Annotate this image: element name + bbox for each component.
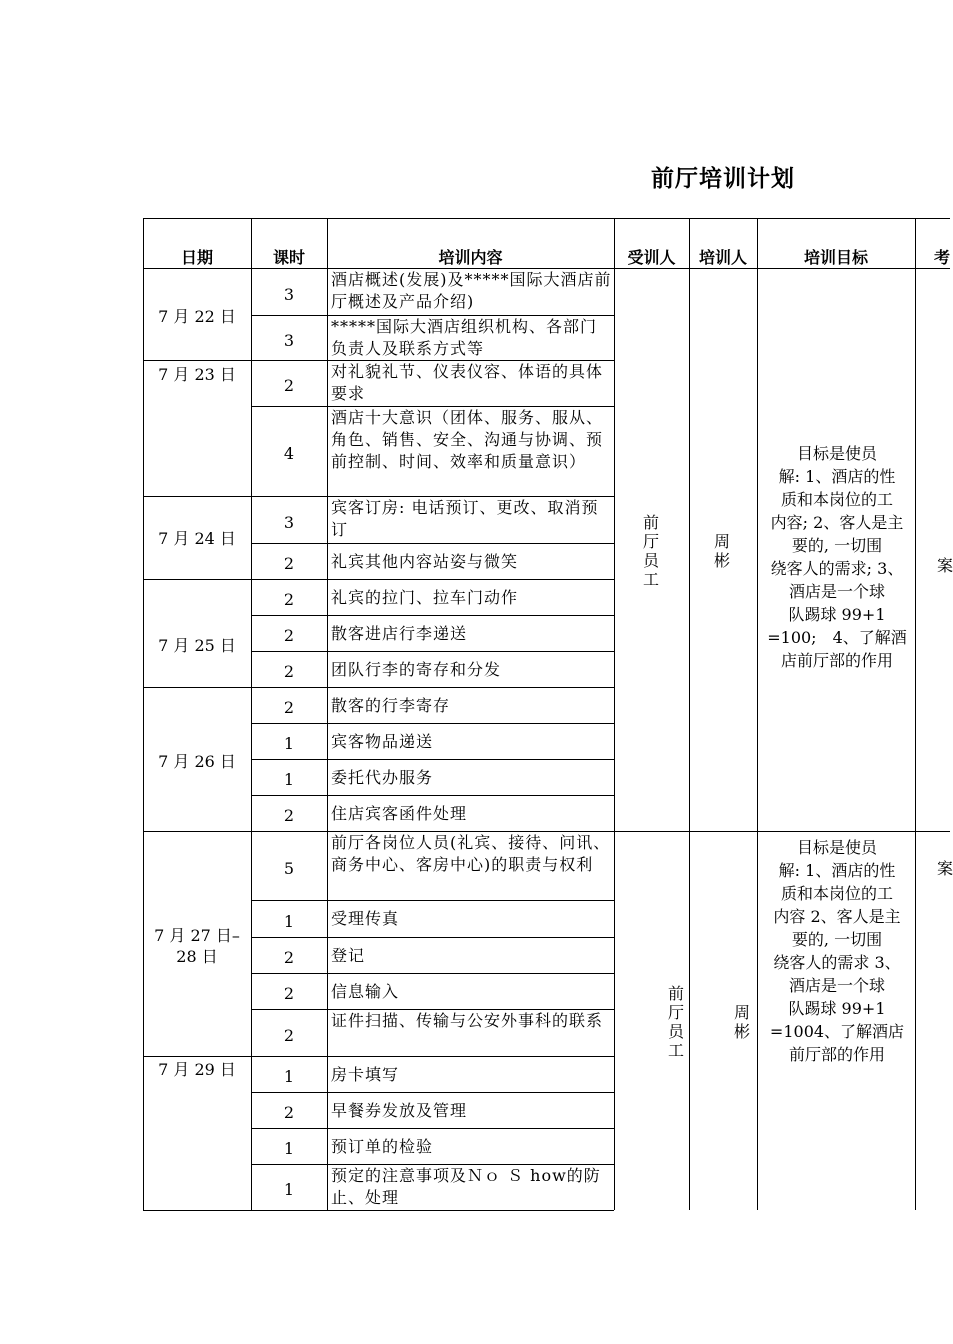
content-cell: 宾客物品递送 <box>331 732 434 751</box>
hours-cell: 1 <box>283 1180 295 1199</box>
hours-cell: 2 <box>283 1026 295 1045</box>
header-content: 培训内容 <box>438 248 503 267</box>
content-cell: 散客的行李寄存 <box>331 696 451 715</box>
content-cell: 证件扫描、传输与公安外事科的联系 <box>331 1011 604 1030</box>
goal-cell: 目标是使员 解: 1、酒店的性 质和本岗位的工 内容 2、客人是主 要的, 一切围 绕客人的需求 3、 酒店是一个球 队踢球 99+1 =1004、了解酒店 前厅部的作用 <box>769 838 905 1064</box>
hours-cell: 4 <box>283 444 295 463</box>
hours-cell: 1 <box>283 770 295 789</box>
goal-cell: 目标是使员 解: 1、酒店的性 质和本岗位的工 内容; 2、客人是主 要的, 一切围 绕客人的需求; 3、 酒店是一个球 队踢球 99+1 =100; 4、了解酒 店前厅部的作用 <box>767 444 907 670</box>
content-cell: 受理传真 <box>331 909 400 928</box>
grid-line <box>143 1210 614 1211</box>
content-cell: 登记 <box>331 946 366 965</box>
date-cell: 7 月 24 日 <box>158 529 236 548</box>
grid-line <box>251 1128 614 1129</box>
page-title: 前厅培训计划 <box>651 166 795 192</box>
hours-cell: 2 <box>283 948 295 967</box>
assess-cell: 案 <box>937 859 953 878</box>
hours-cell: 2 <box>283 376 295 395</box>
grid-line <box>251 900 614 901</box>
content-cell: 礼宾的拉门、拉车门动作 <box>331 588 519 607</box>
header-hours: 课时 <box>272 248 305 267</box>
hours-cell: 1 <box>283 734 295 753</box>
hours-cell: 2 <box>283 1103 295 1122</box>
content-cell: 团队行李的寄存和分发 <box>331 660 502 679</box>
header-date: 日期 <box>180 248 213 267</box>
content-cell: 礼宾其他内容站姿与微笑 <box>331 552 519 571</box>
hours-cell: 2 <box>283 554 295 573</box>
content-cell: *****国际大酒店组织机构、各部门负责人及联系方式等 <box>331 317 598 358</box>
hours-cell: 1 <box>283 912 295 931</box>
hours-cell: 2 <box>283 590 295 609</box>
trainee-cell: 前 厅 员 工 <box>642 513 659 589</box>
hours-cell: 2 <box>283 806 295 825</box>
grid-line <box>251 973 614 974</box>
grid-line <box>143 687 251 688</box>
grid-line <box>143 496 251 497</box>
content-cell: 预订单的检验 <box>331 1137 434 1156</box>
header-trainer: 培训人 <box>698 248 747 267</box>
content-cell: 早餐券发放及管理 <box>331 1101 468 1120</box>
content-cell: 预定的注意事项及Ｎｏ Ｓ how的防止、处理 <box>331 1166 601 1207</box>
content-cell: 前厅各岗位人员(礼宾、接待、问讯、商务中心、客房中心)的职责与权利 <box>331 833 611 874</box>
assess-cell: 案 <box>937 556 953 575</box>
header-assess: 考 <box>934 248 951 267</box>
grid-line <box>251 579 614 580</box>
content-cell: 住店宾客函件处理 <box>331 804 468 823</box>
date-cell: 7 月 22 日 <box>158 307 236 326</box>
grid-line <box>327 218 328 1210</box>
hours-cell: 5 <box>283 859 295 878</box>
grid-line <box>143 360 251 361</box>
content-cell: 宾客订房: 电话预订、更改、取消预订 <box>331 498 599 539</box>
grid-line <box>251 543 614 544</box>
grid-line <box>251 795 614 796</box>
grid-line <box>251 687 614 688</box>
hours-cell: 2 <box>283 626 295 645</box>
header-goal: 培训目标 <box>803 248 868 267</box>
grid-line <box>614 218 615 1210</box>
grid-line <box>143 579 251 580</box>
content-cell: 对礼貌礼节、仪表仪容、体语的具体要求 <box>331 362 604 403</box>
trainer-cell: 周 彬 <box>733 1003 750 1041</box>
hours-cell: 1 <box>283 1139 295 1158</box>
grid-line <box>251 1056 614 1057</box>
grid-line <box>143 1056 251 1057</box>
hours-cell: 3 <box>283 513 295 532</box>
hours-cell: 2 <box>283 662 295 681</box>
content-cell: 信息输入 <box>331 982 400 1001</box>
grid-line <box>614 831 950 832</box>
hours-cell: 3 <box>283 331 295 350</box>
date-cell: 7 月 29 日 <box>158 1060 236 1079</box>
hours-cell: 2 <box>283 984 295 1003</box>
content-cell: 散客进店行李递送 <box>331 624 468 643</box>
grid-line <box>251 937 614 938</box>
grid-line <box>143 218 950 219</box>
grid-line <box>251 651 614 652</box>
date-cell: 7 月 23 日 <box>158 365 236 384</box>
content-cell: 委托代办服务 <box>331 768 434 787</box>
grid-line <box>251 615 614 616</box>
date-cell: 7 月 27 日– <box>154 926 240 945</box>
date-cell: 7 月 25 日 <box>158 636 236 655</box>
grid-line <box>251 1092 614 1093</box>
grid-line <box>251 723 614 724</box>
grid-line <box>689 218 690 1210</box>
date-cell: 7 月 26 日 <box>158 752 236 771</box>
trainer-cell: 周 彬 <box>713 532 730 570</box>
date-cell: 28 日 <box>176 947 218 966</box>
trainee-cell: 前 厅 员 工 <box>667 984 684 1060</box>
header-trainee: 受训人 <box>627 248 676 267</box>
hours-cell: 2 <box>283 698 295 717</box>
content-cell: 酒店十大意识（团体、服务、服从、角色、销售、安全、沟通与协调、预前控制、时间、效率和质量意识） <box>331 408 604 471</box>
hours-cell: 1 <box>283 1067 295 1086</box>
hours-cell: 3 <box>283 285 295 304</box>
grid-line <box>143 831 251 832</box>
content-cell: 房卡填写 <box>331 1065 400 1084</box>
grid-line <box>251 759 614 760</box>
content-cell: 酒店概述(发展)及*****国际大酒店前厅概述及产品介绍) <box>331 270 612 311</box>
